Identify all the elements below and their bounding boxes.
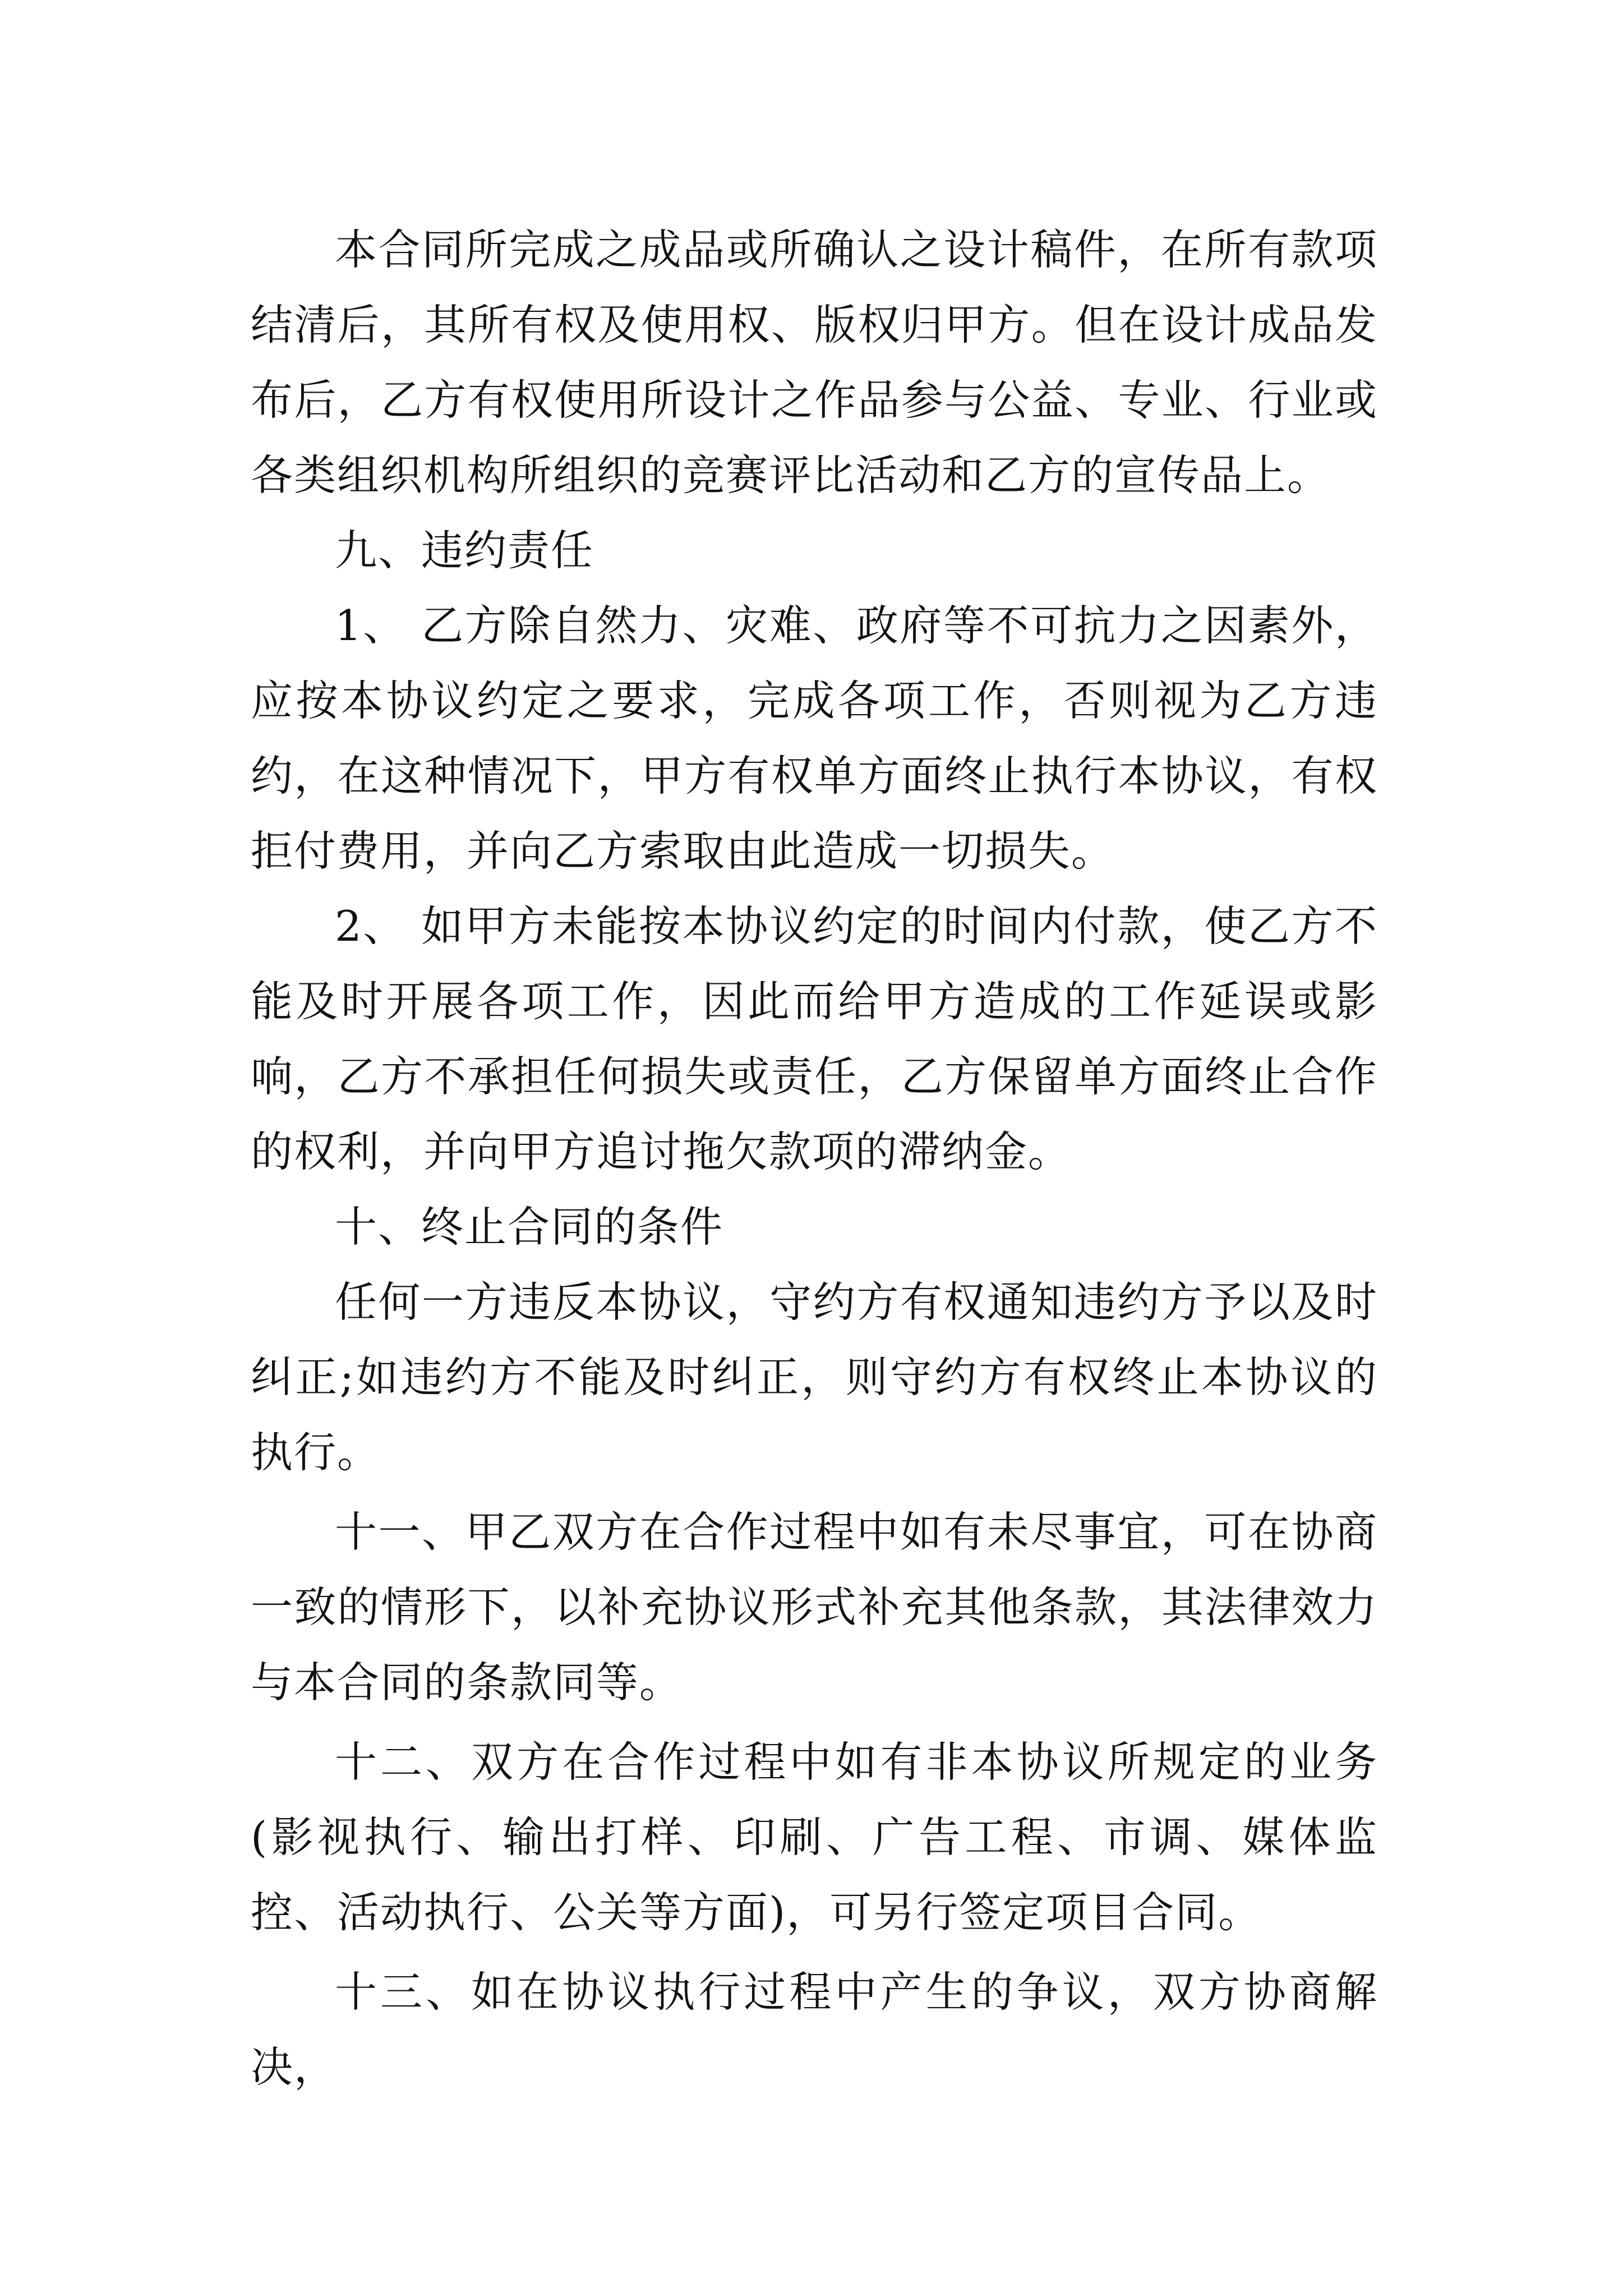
document-body xyxy=(251,212,1378,2105)
paragraph-dispute-resolution: 十三、如在协议执行过程中产生的争议，双方协商解决， xyxy=(251,1967,1378,2092)
paragraph-breach-party-a: 2、 如甲方未能按本协议约定的时间内付款，使乙方不能及时开展各项工作，因此而给甲方造成的工作延误或影响，乙方不承担任何损失或责任，乙方保留单方面终止合作的权利，并向甲方追讨拖欠款项的滞纳金。 xyxy=(251,901,1378,1176)
heading-breach-liability: 九、违约责任 xyxy=(335,526,594,575)
paragraph-termination: 任何一方违反本协议，守约方有权通知违约方予以及时纠正;如违约方不能及时纠正，则守约方有权终止本协议的执行。 xyxy=(251,1277,1378,1477)
heading-termination-conditions: 十、终止合同的条件 xyxy=(335,1202,724,1251)
paragraph-supplementary-agreement: 十一、甲乙双方在合作过程中如有未尽事宜，可在协商一致的情形下，以补充协议形式补充其他条款，其法律效力与本合同的条款同等。 xyxy=(251,1507,1378,1707)
paragraph-copyright: 本合同所完成之成品或所确认之设计稿件，在所有款项结清后，其所有权及使用权、版权归甲方。但在设计成品发布后，乙方有权使用所设计之作品参与公益、专业、行业或各类组织机构所组织的竞赛评比活动和乙方的宣传品上。 xyxy=(251,225,1378,500)
paragraph-breach-party-b: 1、 乙方除自然力、灾难、政府等不可抗力之因素外，应按本协议约定之要求，完成各项工作，否则视为乙方违约，在这种情况下，甲方有权单方面终止执行本协议，有权拒付费用，并向乙方索取由此造成一切损失。 xyxy=(251,601,1378,876)
paragraph-additional-business: 十二、双方在合作过程中如有非本协议所规定的业务(影视执行、输出打样、印刷、广告工程、市调、媒体监控、活动执行、公关等方面)，可另行签定项目合同。 xyxy=(251,1737,1378,1937)
